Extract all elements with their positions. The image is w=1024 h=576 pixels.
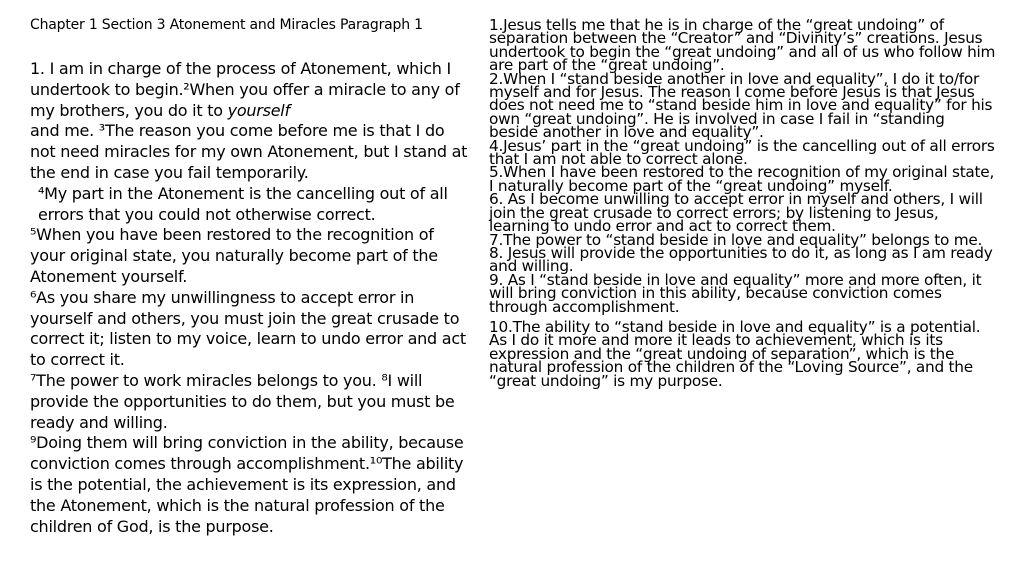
- original-paragraph-5: ⁵When you have been restored to the recognition of your original state, you naturally become part of the Atonement yourself.: [30, 225, 438, 286]
- paraphrase-paragraph-1: 1.Jesus tells me that he is in charge of the “great undoing” of separation between the “Creator” and “Divinity’s” creations. Jesus undertook to begin the “great undoing” and all of us who follow him are part of the “great undoing”.: [489, 16, 996, 75]
- original-paragraph-7: ⁷The power to work miracles belongs to you. ⁸I will provide the opportunities to do them, but you must be ready and willing.: [30, 370, 455, 432]
- original-paragraph-6: ⁶As you share my unwillingness to accept error in yourself and others, you must join the great crusade to correct it; listen to my voice, learn to undo error and act to correct it.: [30, 287, 466, 370]
- paraphrase-paragraph-9: 9. As I “stand beside in love and equality” more and more often, it will bring conviction in this ability, because conviction comes through accomplishment.: [489, 270, 982, 316]
- paraphrase-text-column: [489, 16, 997, 390]
- paraphrase-paragraph-5: 5.When I have been restored to the recognition of my original state, I naturally become part of the “great undoing” myself.: [489, 163, 995, 195]
- paraphrase-paragraph-10: 10.The ability to “stand beside in love and equality” is a potential. As I do it more and more it leads to achievement, which is its expression and the “great undoing of separation”, which is the natural profession of the children of the “Loving Source”, and the “great undoing” is my purpose.: [489, 317, 981, 390]
- original-paragraph-1-text: 1. I am in charge of the process of Atonement, which I undertook to begin.²When you offer a miracle to any of my brothers, you do it to: [30, 59, 460, 120]
- paraphrase-paragraph-7: 7.The power to “stand beside in love and equality” belongs to me. 8. Jesus will provide the opportunities to do it, as long as I am ready and willing.: [489, 230, 993, 276]
- original-paragraph-1: [30, 59, 470, 121]
- paraphrase-paragraph-4: 4.Jesus’ part in the “great undoing” is the cancelling out of all errors that I am not able to correct alone.: [489, 136, 995, 169]
- paraphrase-paragraph-6: 6. As I become unwilling to accept error in myself and others, I will join the great crusade to correct errors; by listening to Jesus, learning to undo error and act to correct them.: [489, 190, 983, 236]
- slide-title: Chapter 1 Section 3 Atonement and Miracles Paragraph 1: [30, 17, 423, 33]
- original-paragraph-9: ⁹Doing them will bring conviction in the ability, because conviction comes through accomplishment.¹⁰The ability is the potential, the achievement is its expression, and the Atonement, which is the natural profession of the children of God, is the purpose.: [30, 433, 464, 536]
- original-paragraph-4: ⁴My part in the Atonement is the cancelling out of all errors that you could not otherwise correct.: [38, 183, 448, 224]
- italic-word-yourself: yourself: [227, 100, 290, 120]
- original-paragraph-3: and me. ³The reason you come before me is that I do not need miracles for my own Atonement, but I stand at the end in case you fail temporarily.: [30, 121, 468, 182]
- original-text-column: [30, 59, 470, 537]
- paraphrase-paragraph-2: 2.When I “stand beside another in love and equality”, I do it to/for myself and for Jesus. The reason I come before Jesus is that Jesus does not need me to “stand beside him in love and equality” for his own “great undoing”. He is involved in case I fail in “standing beside another in love and equality”.: [489, 69, 993, 142]
